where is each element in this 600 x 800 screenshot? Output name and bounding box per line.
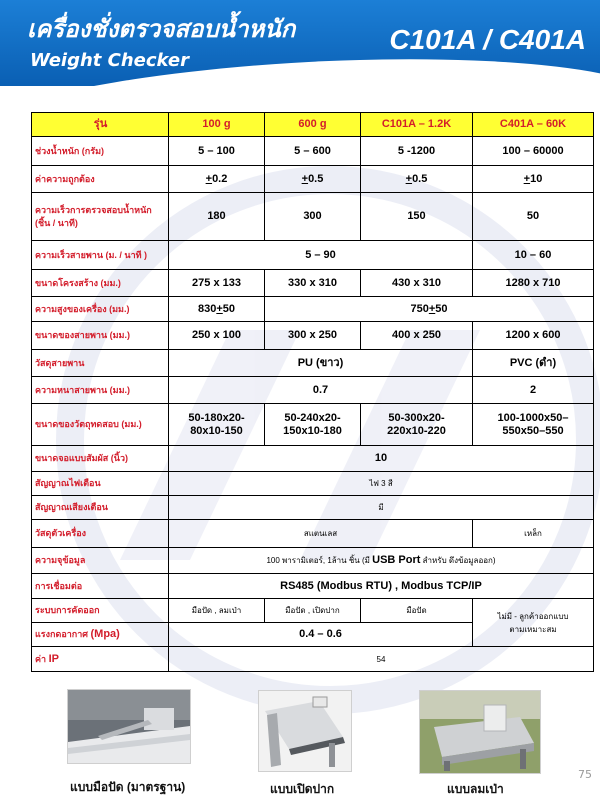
photo-air-blow [419,690,541,774]
cell: มือปัด , ลมเป่า [169,599,265,623]
cell: 100 พารามิเตอร์, 1ล้าน ชิ้น (มี USB Port สำหรับ ดึงข้อมูลออก) [169,548,594,574]
row-label: สัญญาณเสียงเตือน [32,496,169,520]
page-number: 75 [578,768,592,781]
row-label: ความเร็วการตรวจสอบน้ำหนัก (ชิ้น / นาที) [32,193,169,241]
table-row [32,297,594,322]
cell: ไฟ 3 สี [169,472,594,496]
row-label: แรงกดอากาศ (Mpa) [32,623,169,647]
table-row [32,404,594,446]
photo-swing-arm [67,689,191,764]
cell: 150 [361,193,473,241]
cell: 0.4 – 0.6 [169,623,473,647]
row-label: ขนาดโครงสร้าง (มม.) [32,270,169,297]
cell: +0.5 [361,166,473,193]
row-label: ระบบการคัดออก [32,599,169,623]
cell: 330 x 310 [265,270,361,297]
cell: 750+50 [265,297,594,322]
header-col-600g: 600 g [265,113,361,137]
table-row [32,322,594,350]
cell: 5 – 600 [265,137,361,166]
cell: 50-300x20- 220x10-220 [361,404,473,446]
row-label: วัสดุตัวเครื่อง [32,520,169,548]
cell: 5 – 90 [169,241,473,270]
cell: 0.7 [169,377,473,404]
row-label: สัญญาณไฟเตือน [32,472,169,496]
cell: 300 x 250 [265,322,361,350]
cell: 54 [169,647,594,672]
photo-flap [258,690,352,772]
model-title: C101A / C401A [389,24,586,55]
row-label: ความจุข้อมูล [32,548,169,574]
table-row [32,193,594,241]
table-row [32,472,594,496]
cell: 10 [169,446,594,472]
cell: เหล็ก [473,520,594,548]
cell: 100-1000x50– 550x50–550 [473,404,594,446]
row-label: ขนาดของสายพาน (มม.) [32,322,169,350]
table-row [32,377,594,404]
table-row [32,647,594,672]
cell: 10 – 60 [473,241,594,270]
cell: 2 [473,377,594,404]
table-row [32,548,594,574]
row-label: ความสูงของเครื่อง (มม.) [32,297,169,322]
header-model-label: รุ่น [32,113,169,137]
cell: มือปัด [361,599,473,623]
cell: 275 x 133 [169,270,265,297]
cell: 250 x 100 [169,322,265,350]
cell: 180 [169,193,265,241]
row-label: ขนาดจอแบบสัมผัส (นิ้ว) [32,446,169,472]
cell: 430 x 310 [361,270,473,297]
row-label: การเชื่อมต่อ [32,574,169,599]
row-label: ค่า IP [32,647,169,672]
table-row [32,270,594,297]
row-label: ความหนาสายพาน (มม.) [32,377,169,404]
table-header-row [32,113,594,137]
cell: 5 – 100 [169,137,265,166]
cell: 830+50 [169,297,265,322]
cell: RS485 (Modbus RTU) , Modbus TCP/IP [169,574,594,599]
cell: +10 [473,166,594,193]
header-banner [0,0,600,86]
cell: 5 -1200 [361,137,473,166]
row-label: ช่วงน้ำหนัก (กรัม) [32,137,169,166]
table-row [32,574,594,599]
table-row [32,599,594,623]
caption-swing-arm: แบบมือปัด (มาตรฐาน) [70,780,186,794]
table-row [32,520,594,548]
caption-flap: แบบเปิดปาก [270,782,335,796]
header-col-100g: 100 g [169,113,265,137]
cell: มือปัด , เปิดปาก [265,599,361,623]
table-row [32,241,594,270]
table-row [32,166,594,193]
cell: 400 x 250 [361,322,473,350]
cell: 50-180x20- 80x10-150 [169,404,265,446]
row-label: ค่าความถูกต้อง [32,166,169,193]
spec-table [31,112,594,672]
cell: PVC (ดำ) [473,350,594,377]
cell: +0.2 [169,166,265,193]
table-row [32,350,594,377]
cell: 100 – 60000 [473,137,594,166]
cell: +0.5 [265,166,361,193]
title-english: Weight Checker [30,50,189,71]
cell: 1200 x 600 [473,322,594,350]
row-label: ขนาดของวัตถุทดสอบ (มม.) [32,404,169,446]
cell: 1280 x 710 [473,270,594,297]
cell: 300 [265,193,361,241]
cell: ไม่มี - ลูกค้าออกแบบ ตามเหมาะสม [473,599,594,647]
table-row [32,137,594,166]
cell: PU (ขาว) [169,350,473,377]
cell: 50-240x20- 150x10-180 [265,404,361,446]
row-label: ความเร็วสายพาน (ม. / นาที ) [32,241,169,270]
header-col-c101a: C101A – 1.2K [361,113,473,137]
cell: สแตนเลส [169,520,473,548]
header-col-c401a: C401A – 60K [473,113,594,137]
title-thai: เครื่องชั่งตรวจสอบน้ำหนัก [27,15,296,43]
table-row [32,446,594,472]
caption-air-blow: แบบลมเป่า [447,782,504,796]
cell: 50 [473,193,594,241]
table-row [32,496,594,520]
row-label: วัสดุสายพาน [32,350,169,377]
cell: มี [169,496,594,520]
